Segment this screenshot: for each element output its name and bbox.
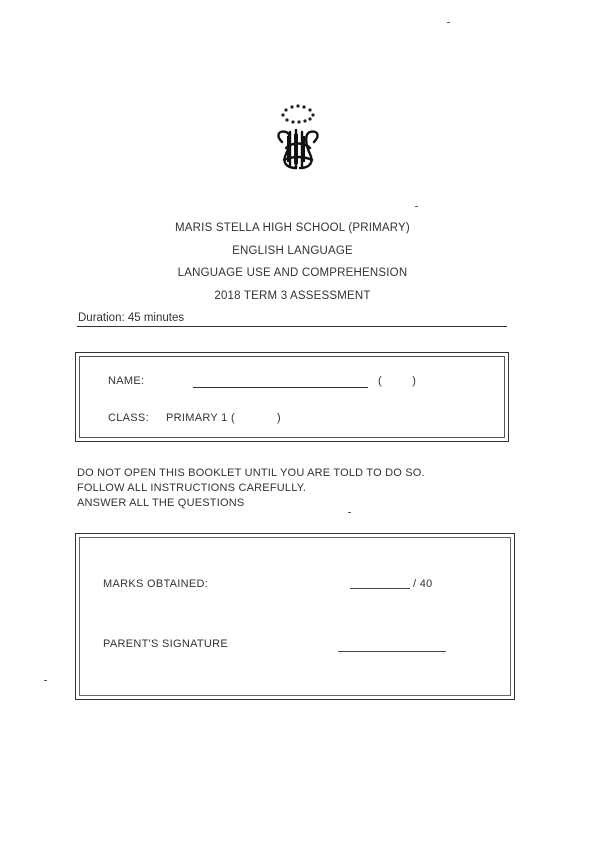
- marks-field[interactable]: [350, 588, 410, 589]
- divider: [77, 326, 507, 327]
- school-crest-icon: [256, 96, 340, 180]
- instruction-line: FOLLOW ALL INSTRUCTIONS CAREFULLY.: [77, 482, 307, 494]
- register-number-field[interactable]: ( ): [378, 375, 416, 387]
- scan-speck: [44, 680, 47, 681]
- signature-field[interactable]: [338, 651, 446, 652]
- parent-signature-label: PARENT'S SIGNATURE: [103, 638, 229, 650]
- scan-speck: [447, 22, 450, 23]
- instruction-line: ANSWER ALL THE QUESTIONS: [77, 497, 245, 509]
- student-details-box: [75, 352, 509, 442]
- class-paren-close: ): [277, 412, 281, 424]
- name-field[interactable]: [193, 387, 368, 388]
- marks-obtained-label: MARKS OBTAINED:: [103, 578, 209, 590]
- class-value: PRIMARY 1 (: [166, 412, 235, 424]
- assessment-title: 2018 TERM 3 ASSESSMENT: [214, 290, 371, 302]
- paper-title: LANGUAGE USE AND COMPREHENSION: [177, 267, 408, 279]
- instruction-line: DO NOT OPEN THIS BOOKLET UNTIL YOU ARE TOLD TO DO SO.: [77, 467, 425, 479]
- marks-total: / 40: [413, 578, 433, 590]
- duration-text: Duration: 45 minutes: [78, 312, 185, 324]
- name-label: NAME:: [108, 375, 145, 387]
- class-label: CLASS:: [108, 412, 149, 424]
- marks-box: [75, 533, 515, 700]
- scan-speck: [415, 206, 418, 207]
- scan-speck: [348, 512, 351, 513]
- school-name: MARIS STELLA HIGH SCHOOL (PRIMARY): [175, 222, 410, 234]
- subject-title: ENGLISH LANGUAGE: [232, 245, 353, 257]
